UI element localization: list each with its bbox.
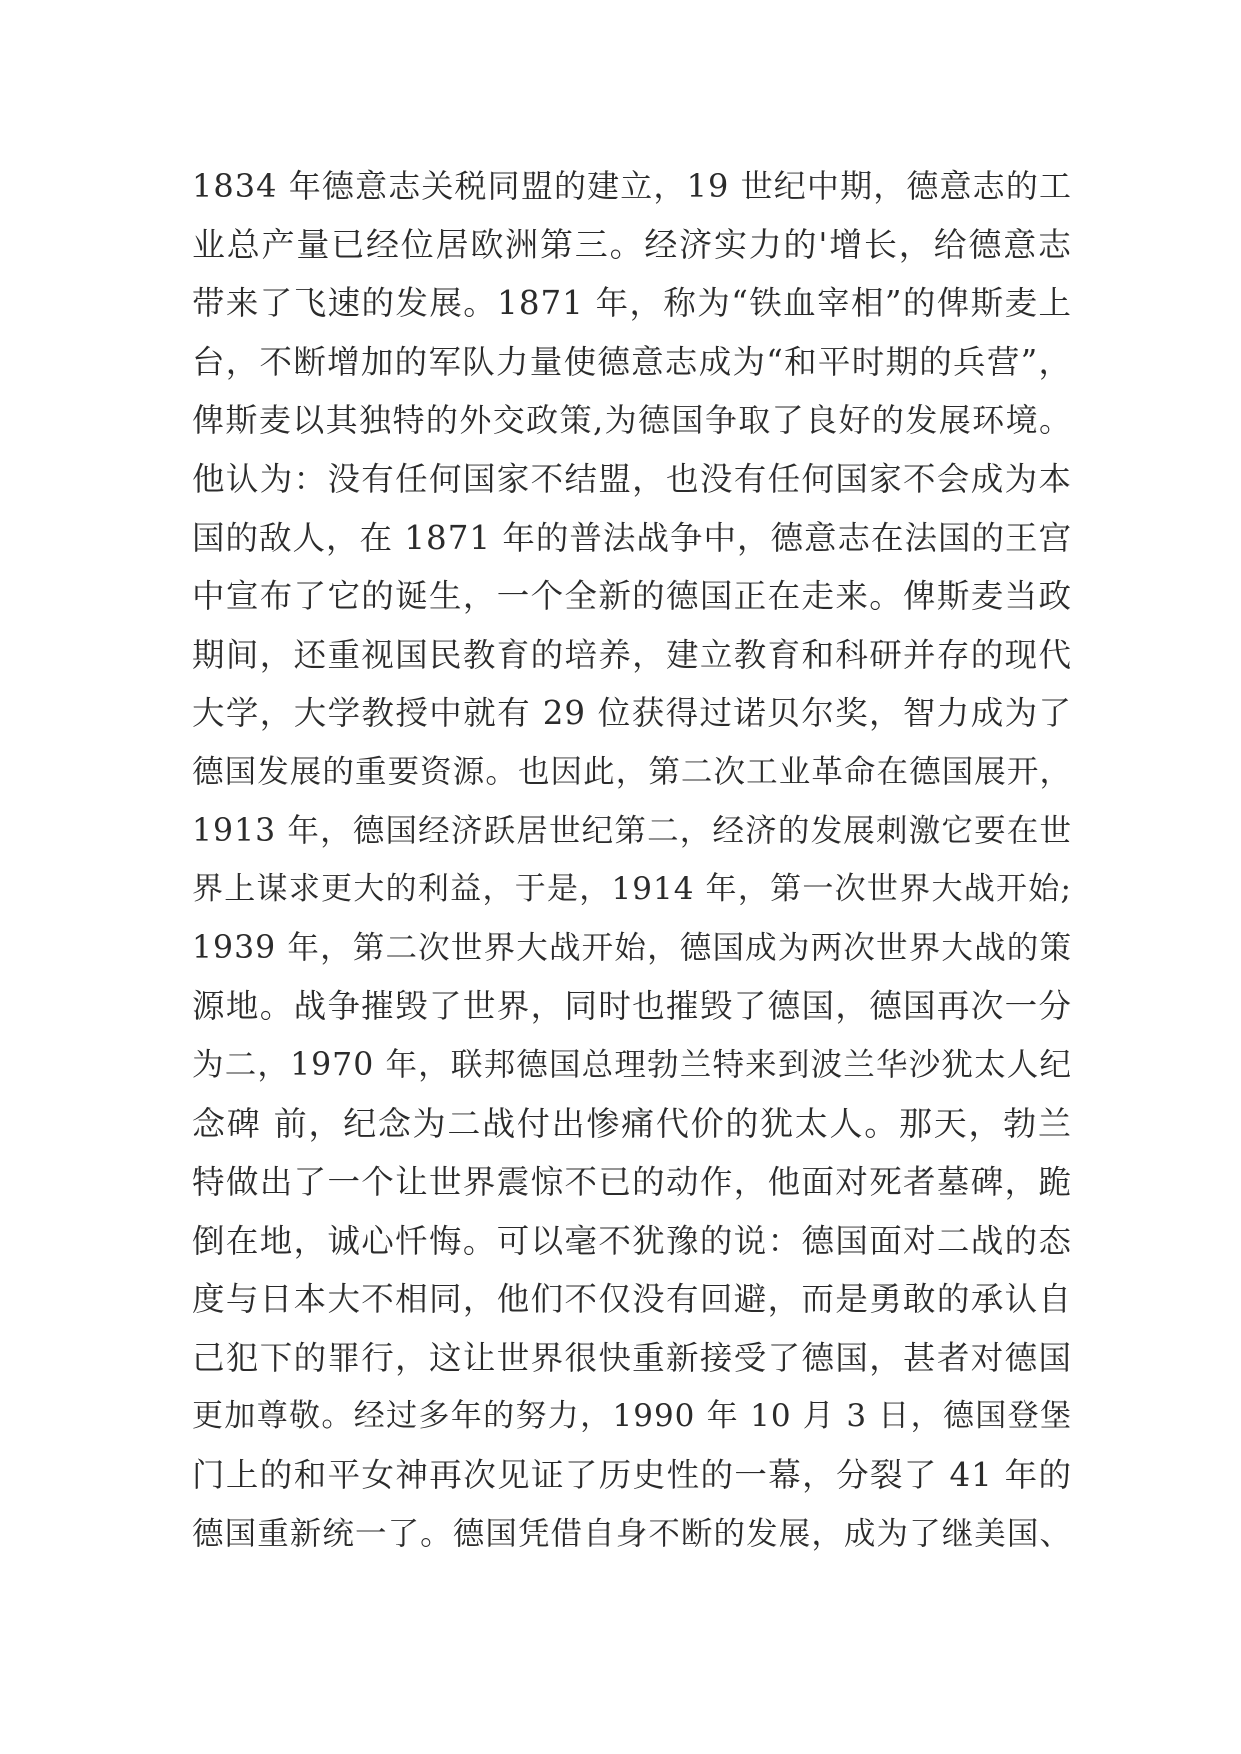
text-line: 业总产量已经位居欧洲第三。经济实力的'增长，给德意志 bbox=[192, 224, 1072, 264]
text-line: 台，不断增加的军队力量使德意志成为“和平时期的兵营”， bbox=[192, 342, 1072, 381]
text-line: 门上的和平女神再次见证了历史性的一幕，分裂了 41 年的 bbox=[192, 1456, 1072, 1495]
text-line: 界上谋求更大的利益，于是，1914 年，第一次世界大战开始; bbox=[192, 871, 1072, 908]
text-line: 1834 年德意志关税同盟的建立，19 世纪中期，德意志的工 bbox=[192, 167, 1072, 205]
body-text bbox=[192, 166, 1072, 1572]
text-line: 度与日本大不相同，他们不仅没有回避，而是勇敢的承认自 bbox=[192, 1280, 1072, 1319]
text-line: 大学，大学教授中就有 29 位获得过诺贝尔奖，智力成为了 bbox=[192, 694, 1072, 733]
text-line: 念碑 前，纪念为二战付出惨痛代价的犹太人。那天，勃兰 bbox=[192, 1103, 1072, 1143]
text-line: 德国发展的重要资源。也因此，第二次工业革命在德国展开， bbox=[192, 753, 1072, 790]
text-line: 特做出了一个让世界震惊不已的动作，他面对死者墓碑，跪 bbox=[192, 1163, 1072, 1202]
text-line: 带来了飞速的发展。1871 年，称为“铁血宰相”的俾斯麦上 bbox=[192, 284, 1072, 323]
text-line: 1939 年，第二次世界大战开始，德国成为两次世界大战的策 bbox=[192, 929, 1072, 966]
text-line: 中宣布了它的诞生，一个全新的德国正在走来。俾斯麦当政 bbox=[192, 577, 1072, 616]
text-line: 俾斯麦以其独特的外交政策,为德国争取了良好的发展环境。 bbox=[192, 401, 1072, 440]
text-line: 国的敌人，在 1871 年的普法战争中，德意志在法国的王宫 bbox=[192, 518, 1072, 557]
text-line: 源地。战争摧毁了世界，同时也摧毁了德国，德国再次一分 bbox=[192, 987, 1072, 1026]
text-line: 1913 年，德国经济跃居世纪第二，经济的发展刺激它要在世 bbox=[192, 812, 1072, 849]
text-line: 他认为：没有任何国家不结盟，也没有任何国家不会成为本 bbox=[192, 459, 1072, 498]
text-line: 更加尊敬。经过多年的努力，1990 年 10 月 3 日，德国登堡 bbox=[192, 1398, 1072, 1435]
text-line: 己犯下的罪行，这让世界很快重新接受了德国，甚者对德国 bbox=[192, 1338, 1072, 1377]
text-line: 倒在地，诚心忏悔。可以毫不犹豫的说：德国面对二战的态 bbox=[192, 1221, 1072, 1260]
text-line: 为二，1970 年，联邦德国总理勃兰特来到波兰华沙犹太人纪 bbox=[192, 1046, 1072, 1083]
text-line: 德国重新统一了。德国凭借自身不断的发展，成为了继美国、 bbox=[192, 1515, 1072, 1552]
text-line: 期间，还重视国民教育的培养，建立教育和科研并存的现代 bbox=[192, 635, 1072, 674]
